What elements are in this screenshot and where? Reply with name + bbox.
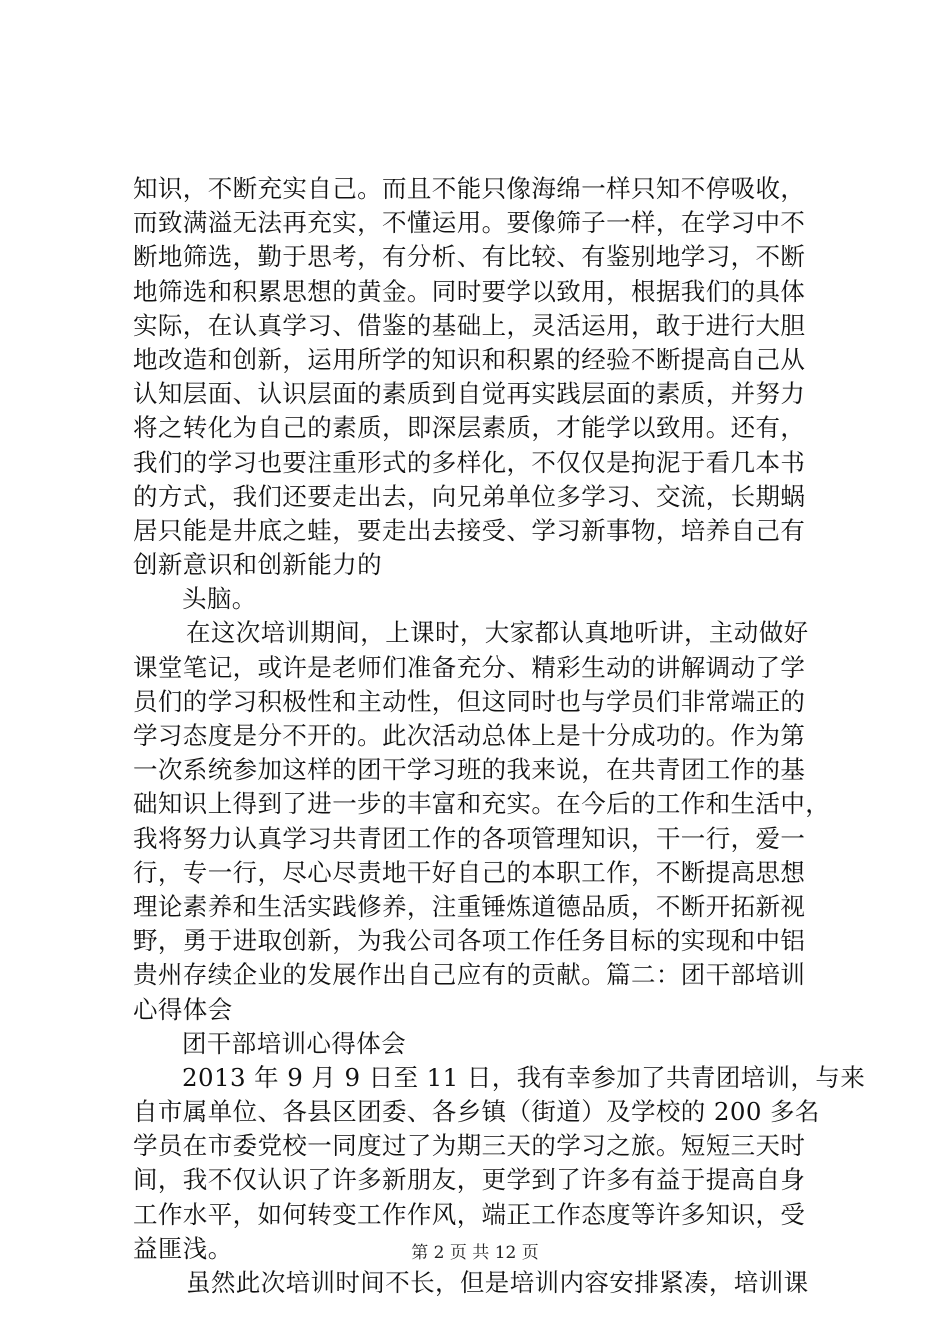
text-line: 将之转化为自己的素质，即深层素质，才能学以致用。还有， — [133, 413, 806, 443]
text-line: 居只能是井底之蛙，要走出去接受、学习新事物，培养自己有 — [133, 515, 806, 545]
text-line: 地改造和创新，运用所学的知识和积累的经验不断提高自己从 — [133, 344, 806, 374]
text-line: 员们的学习积极性和主动性，但这同时也与学员们非常端正的 — [133, 686, 806, 716]
text-line: 行，专一行，尽心尽责地干好自己的本职工作，不断提高思想 — [133, 857, 806, 887]
body-text — [133, 172, 866, 1300]
text-line: 理论素养和生活实践修养，注重锤炼道德品质，不断开拓新视 — [133, 891, 806, 921]
text-line: 2013 年 9 月 9 日至 11 日，我有幸参加了共青团培训，与来 — [182, 1062, 866, 1092]
text-line: 益匪浅。 — [133, 1233, 233, 1263]
page-footer: 第 2 页 共 12 页 — [411, 1243, 539, 1263]
text-line: 地筛选和积累思想的黄金。同时要学以致用，根据我们的具体 — [133, 276, 806, 306]
text-line: 在这次培训期间，上课时，大家都认真地听讲，主动做好 — [186, 618, 809, 648]
text-line: 课堂笔记，或许是老师们准备充分、精彩生动的讲解调动了学 — [133, 652, 806, 682]
text-line: 认知层面、认识层面的素质到自觉再实践层面的素质，并努力 — [133, 379, 806, 409]
text-line: 间，我不仅认识了许多新朋友，更学到了许多有益于提高自身 — [133, 1165, 806, 1195]
text-line: 学员在市委党校一同度过了为期三天的学习之旅。短短三天时 — [133, 1131, 806, 1161]
text-line: 团干部培训心得体会 — [182, 1028, 407, 1058]
text-line: 创新意识和创新能力的 — [133, 550, 382, 580]
text-line: 心得体会 — [133, 994, 233, 1024]
text-line: 础知识上得到了进一步的丰富和充实。在今后的工作和生活中， — [133, 789, 831, 819]
text-line: 而致满溢无法再充实，不懂运用。要像筛子一样，在学习中不 — [133, 208, 806, 238]
text-line: 我们的学习也要注重形式的多样化，不仅仅是拘泥于看几本书 — [133, 447, 806, 477]
text-line: 的方式，我们还要走出去，向兄弟单位多学习、交流，长期蜗 — [133, 481, 806, 511]
text-line: 自市属单位、各县区团委、各乡镇（街道）及学校的 200 多名 — [133, 1097, 820, 1127]
text-line: 我将努力认真学习共青团工作的各项管理知识，干一行，爱一 — [133, 823, 806, 853]
text-line: 虽然此次培训时间不长，但是培训内容安排紧凑，培训课 — [186, 1268, 809, 1297]
text-line: 断地筛选，勤于思考，有分析、有比较、有鉴别地学习，不断 — [133, 242, 806, 272]
text-line: 头脑。 — [182, 584, 257, 614]
text-line: 贵州存续企业的发展作出自己应有的贡献。篇二：团干部培训 — [133, 960, 806, 990]
text-line: 野，勇于进取创新，为我公司各项工作任务目标的实现和中铝 — [133, 926, 806, 956]
text-line: 一次系统参加这样的团干学习班的我来说，在共青团工作的基 — [133, 755, 806, 785]
text-line: 工作水平，如何转变工作作风，端正工作态度等许多知识，受 — [133, 1199, 806, 1229]
text-line: 实际，在认真学习、借鉴的基础上，灵活运用，敢于进行大胆 — [133, 310, 806, 340]
text-line: 学习态度是分不开的。此次活动总体上是十分成功的。作为第 — [133, 721, 806, 750]
text-line: 知识，不断充实自己。而且不能只像海绵一样只知不停吸收， — [133, 174, 806, 203]
